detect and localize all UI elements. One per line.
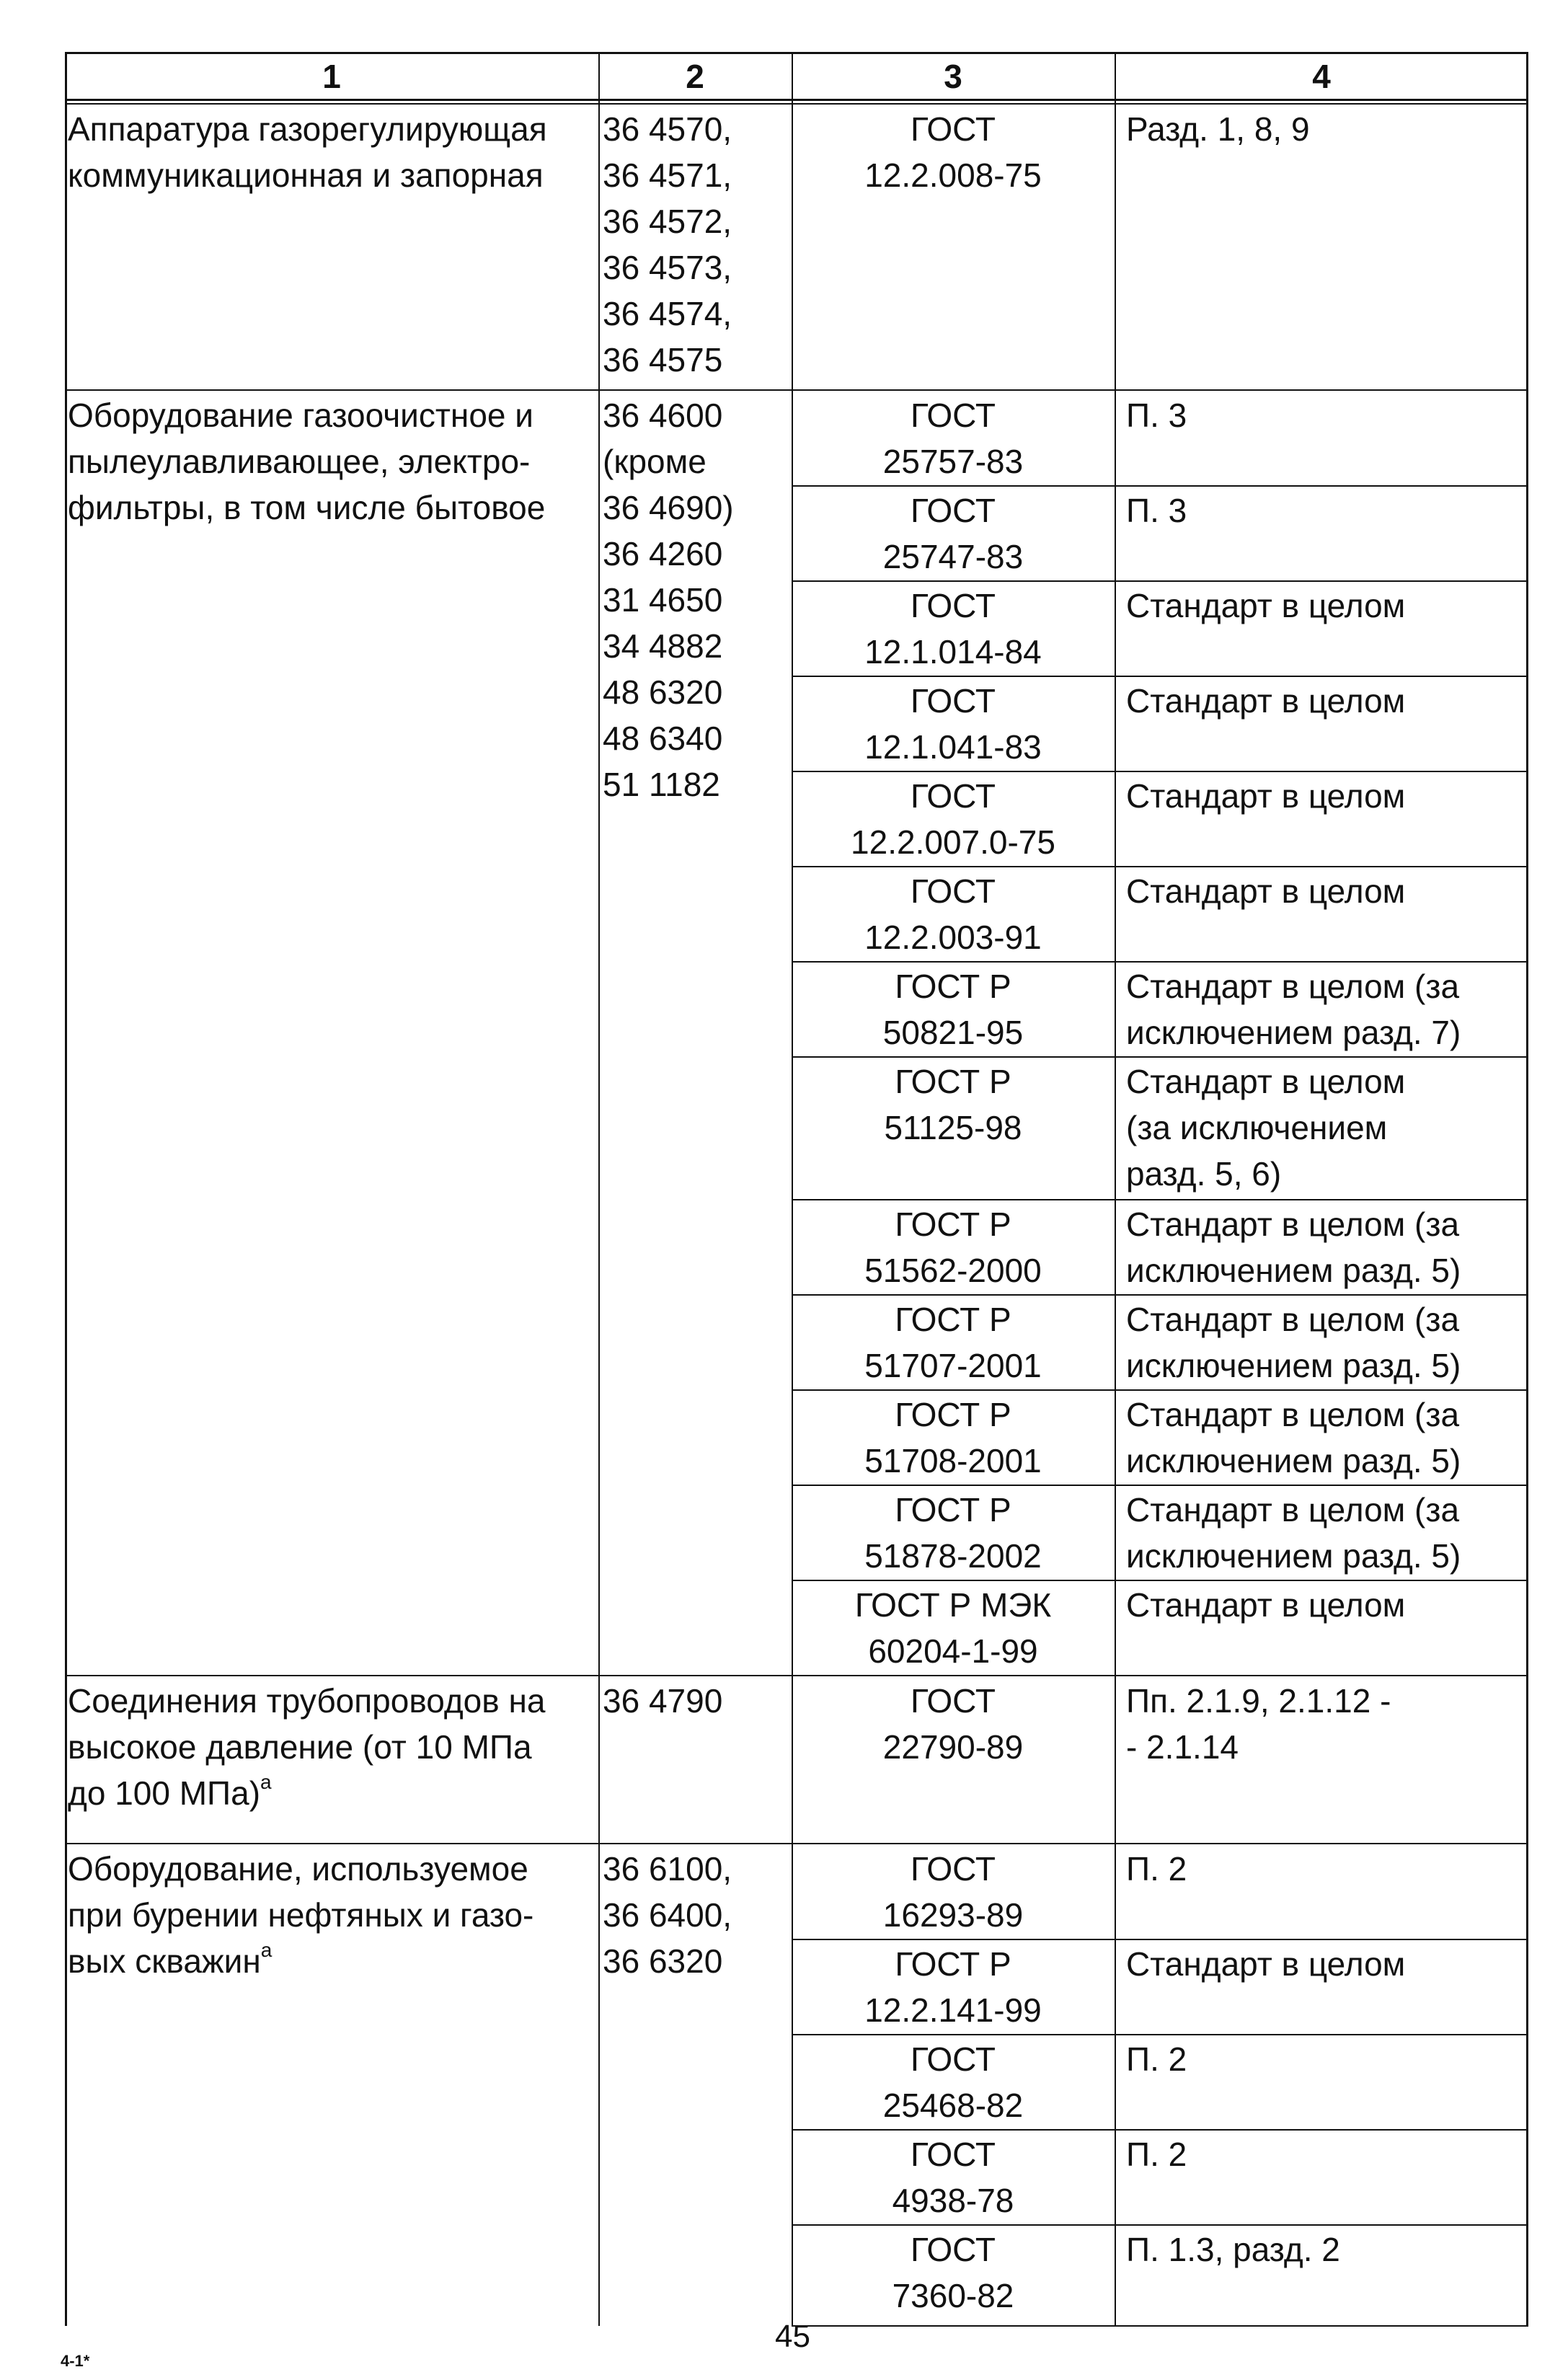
page-number: 45 xyxy=(775,2319,810,2354)
standard-designation-line: ГОСТ xyxy=(911,397,996,434)
standard-designation-line: 25747-83 xyxy=(882,538,1024,575)
requirement-clause xyxy=(1115,1678,1528,1770)
group-name-line: Соединения трубопроводов на xyxy=(68,1682,546,1720)
group-codes xyxy=(598,1846,792,1984)
column-header-4: 4 xyxy=(1312,58,1331,95)
requirement-clause xyxy=(1115,1296,1528,1389)
standard-designation-line: 51707-2001 xyxy=(864,1347,1042,1384)
standard-designation-line: 12.2.007.0-75 xyxy=(851,823,1055,861)
requirement-clause xyxy=(1115,2036,1528,2082)
row-rule xyxy=(792,676,1528,677)
requirement-clause-line: Стандарт в целом (за xyxy=(1126,1301,1460,1338)
header-bottom-rule xyxy=(65,99,1528,101)
row-rule xyxy=(792,1389,1528,1391)
standard-designation xyxy=(792,1582,1115,1674)
group-name-line: пылеулавливающее, электро- xyxy=(68,443,531,480)
standard-designation-line: ГОСТ xyxy=(911,872,996,910)
standard-designation-line: ГОСТ xyxy=(911,110,996,148)
group-codes-line: 36 6320 xyxy=(603,1942,723,1980)
group-codes-line: 36 6400, xyxy=(603,1896,732,1934)
standard-designation-line: ГОСТ xyxy=(911,2231,996,2268)
standard-designation-line: 12.1.041-83 xyxy=(864,728,1042,766)
standard-designation-line: ГОСТ Р МЭК xyxy=(854,1586,1052,1624)
group-name-line: до 100 МПа)$^a$ xyxy=(68,1770,272,1812)
standard-designation xyxy=(792,678,1115,770)
group-name xyxy=(65,392,598,531)
row-rule xyxy=(792,485,1528,487)
requirement-clause xyxy=(1115,1582,1528,1628)
group-name-line: коммуникационная и запорная xyxy=(68,156,544,194)
group-name xyxy=(65,106,598,198)
requirement-clause xyxy=(1115,963,1528,1056)
standard-designation xyxy=(792,392,1115,485)
requirement-clause-line: - 2.1.14 xyxy=(1126,1728,1239,1766)
requirement-clause-line: (за исключением xyxy=(1126,1109,1388,1146)
group-codes-line: 36 4571, xyxy=(603,156,732,194)
standard-designation xyxy=(792,1846,1115,1938)
requirement-clause xyxy=(1115,1941,1528,1987)
requirement-clause xyxy=(1115,1487,1528,1579)
standard-designation xyxy=(792,1296,1115,1389)
requirement-clause xyxy=(1115,106,1528,152)
group-rule xyxy=(65,389,1528,391)
standard-designation xyxy=(792,1941,1115,2033)
column-header-1: 1 xyxy=(322,58,341,95)
standard-designation-line: 22790-89 xyxy=(882,1728,1024,1766)
standard-designation-line: ГОСТ xyxy=(911,1850,996,1888)
footnote-marker: a xyxy=(260,1938,273,1961)
group-codes-line: 31 4650 xyxy=(603,581,723,619)
group-rule xyxy=(65,1843,1528,1844)
requirement-clause xyxy=(1115,1058,1528,1197)
group-codes-line: 36 4572, xyxy=(603,203,732,240)
row-rule xyxy=(792,1580,1528,1581)
standard-designation-line: 51125-98 xyxy=(884,1109,1022,1146)
requirement-clause xyxy=(1115,487,1528,534)
group-codes xyxy=(598,1678,792,1724)
row-rule xyxy=(792,1485,1528,1486)
group-rule xyxy=(65,1675,1528,1676)
standard-designation-line: ГОСТ Р xyxy=(895,1206,1011,1243)
standard-designation-line: ГОСТ Р xyxy=(895,1063,1011,1100)
standard-designation-line: ГОСТ xyxy=(911,1682,996,1720)
requirement-clause xyxy=(1115,2226,1528,2273)
standard-designation-line: ГОСТ Р xyxy=(895,1491,1011,1529)
standard-designation-line: 12.2.003-91 xyxy=(864,919,1042,956)
column-rule xyxy=(1115,52,1116,2326)
group-codes-line: 36 4690) xyxy=(603,489,734,526)
requirement-clause-line: исключением разд. 5) xyxy=(1126,1347,1461,1384)
standard-designation-line: 51562-2000 xyxy=(864,1252,1042,1289)
requirement-clause xyxy=(1115,392,1528,438)
requirement-clause-line: Стандарт в целом xyxy=(1126,1945,1406,1983)
requirement-clause xyxy=(1115,1392,1528,1484)
requirement-clause-line: Разд. 1, 8, 9 xyxy=(1126,110,1310,148)
standard-designation xyxy=(792,1058,1115,1151)
group-codes-line: 36 4574, xyxy=(603,295,732,332)
requirement-clause-line: Стандарт в целом (за xyxy=(1126,1396,1460,1433)
standard-designation-line: 25757-83 xyxy=(882,443,1024,480)
standard-designation xyxy=(792,1487,1115,1579)
standard-designation-line: ГОСТ xyxy=(911,492,996,529)
requirement-clause-line: исключением разд. 5) xyxy=(1126,1252,1461,1289)
requirement-clause-line: Стандарт в целом xyxy=(1126,682,1406,720)
standard-designation xyxy=(792,1392,1115,1484)
row-rule xyxy=(792,771,1528,772)
sheet-mark: 4-1* xyxy=(61,2352,90,2370)
standard-designation xyxy=(792,583,1115,675)
requirement-clause-line: Стандарт в целом (за xyxy=(1126,968,1460,1005)
requirement-clause xyxy=(1115,583,1528,629)
group-codes xyxy=(598,392,792,808)
row-rule xyxy=(792,2325,1528,2327)
standard-designation-line: ГОСТ xyxy=(911,777,996,815)
group-codes-line: 34 4882 xyxy=(603,627,723,665)
group-codes-line: 36 4600 xyxy=(603,397,723,434)
group-codes xyxy=(598,106,792,383)
standard-designation-line: ГОСТ Р xyxy=(895,1945,1011,1983)
standard-designation xyxy=(792,773,1115,865)
standard-designation-line: 60204-1-99 xyxy=(868,1632,1038,1670)
requirement-clause-line: исключением разд. 5) xyxy=(1126,1442,1461,1479)
standard-designation-line: ГОСТ xyxy=(911,2040,996,2078)
standard-designation-line: 51708-2001 xyxy=(864,1442,1042,1479)
standard-designation xyxy=(792,106,1115,198)
column-header-2: 2 xyxy=(686,58,704,95)
requirement-clause-line: П. 2 xyxy=(1126,1850,1187,1888)
group-name-line: Аппаратура газорегулирующая xyxy=(68,110,547,148)
standard-designation-line: 12.1.014-84 xyxy=(864,633,1042,671)
requirement-clause-line: Стандарт в целом xyxy=(1126,587,1406,624)
group-codes-line: 36 4790 xyxy=(603,1682,723,1720)
standard-designation-line: ГОСТ xyxy=(911,682,996,720)
group-codes-line: 48 6340 xyxy=(603,720,723,757)
standard-designation xyxy=(792,1678,1115,1770)
standard-designation-line: ГОСТ Р xyxy=(895,1396,1011,1433)
requirement-clause xyxy=(1115,1201,1528,1293)
requirement-clause-line: П. 2 xyxy=(1126,2136,1187,2173)
row-rule xyxy=(792,1939,1528,1940)
group-name xyxy=(65,1678,598,1816)
standard-designation xyxy=(792,2226,1115,2319)
standard-designation-line: 51878-2002 xyxy=(864,1537,1042,1575)
standard-designation xyxy=(792,487,1115,580)
header-double-rule xyxy=(65,103,1528,105)
requirement-clause-line: Стандарт в целом xyxy=(1126,1586,1406,1624)
group-codes-line: 36 4575 xyxy=(603,341,723,379)
group-codes-line: 48 6320 xyxy=(603,673,723,711)
group-name-line: вых скважин$^a$ xyxy=(68,1938,273,1980)
row-rule xyxy=(792,580,1528,582)
requirement-clause-line: исключением разд. 5) xyxy=(1126,1537,1461,1575)
group-codes-line: 36 4573, xyxy=(603,249,732,286)
group-name-line: Оборудование газоочистное и xyxy=(68,397,533,434)
requirement-clause xyxy=(1115,773,1528,819)
group-codes-line: 51 1182 xyxy=(603,766,720,803)
requirement-clause-line: Стандарт в целом xyxy=(1126,872,1406,910)
standard-designation-line: ГОСТ xyxy=(911,587,996,624)
requirement-clause-line: П. 2 xyxy=(1126,2040,1187,2078)
table-top-rule xyxy=(65,52,1528,54)
requirement-clause xyxy=(1115,678,1528,724)
requirement-clause-line: Стандарт в целом xyxy=(1126,1063,1406,1100)
group-codes-line: 36 4570, xyxy=(603,110,732,148)
standard-designation-line: ГОСТ xyxy=(911,2136,996,2173)
group-name-line: при бурении нефтяных и газо- xyxy=(68,1896,534,1934)
footnote-marker: a xyxy=(260,1770,272,1793)
standard-designation xyxy=(792,963,1115,1056)
row-rule xyxy=(792,1294,1528,1296)
requirement-clause xyxy=(1115,2131,1528,2177)
table-left-rule xyxy=(65,52,67,2326)
standard-designation-line: ГОСТ Р xyxy=(895,1301,1011,1338)
standard-designation-line: 50821-95 xyxy=(882,1014,1024,1051)
group-name-line: фильтры, в том числе бытовое xyxy=(68,489,546,526)
requirement-clause-line: П. 3 xyxy=(1126,397,1187,434)
requirement-clause-line: П. 1.3, разд. 2 xyxy=(1126,2231,1340,2268)
group-name-line: высокое давление (от 10 МПа xyxy=(68,1728,532,1766)
row-rule xyxy=(792,1056,1528,1058)
standard-designation-line: 4938-78 xyxy=(892,2182,1014,2219)
requirement-clause-line: Стандарт в целом (за xyxy=(1126,1206,1460,1243)
column-header-3: 3 xyxy=(944,58,962,95)
standard-designation-line: ГОСТ Р xyxy=(895,968,1011,1005)
standard-designation xyxy=(792,1201,1115,1293)
group-name xyxy=(65,1846,598,1984)
requirement-clause-line: исключением разд. 7) xyxy=(1126,1014,1461,1051)
standard-designation-line: 16293-89 xyxy=(882,1896,1024,1934)
column-rule xyxy=(598,52,600,2326)
row-rule xyxy=(792,866,1528,867)
row-rule xyxy=(792,2224,1528,2226)
row-rule xyxy=(792,2034,1528,2035)
requirement-clause-line: П. 3 xyxy=(1126,492,1187,529)
requirement-clause xyxy=(1115,868,1528,914)
table-right-rule xyxy=(1526,52,1528,2326)
column-rule xyxy=(792,52,793,2326)
group-codes-line: (кроме xyxy=(603,443,707,480)
group-codes-line: 36 4260 xyxy=(603,535,723,572)
standard-designation-line: 12.2.008-75 xyxy=(864,156,1042,194)
standard-designation xyxy=(792,2036,1115,2128)
group-codes-line: 36 6100, xyxy=(603,1850,732,1888)
row-rule xyxy=(792,2129,1528,2131)
row-rule xyxy=(792,961,1528,963)
row-rule xyxy=(792,1199,1528,1200)
standard-designation-line: 7360-82 xyxy=(892,2277,1014,2314)
standard-designation xyxy=(792,868,1115,960)
standard-designation-line: 25468-82 xyxy=(882,2087,1024,2124)
requirement-clause-line: Стандарт в целом (за xyxy=(1126,1491,1460,1529)
standard-designation xyxy=(792,2131,1115,2224)
requirement-clause-line: разд. 5, 6) xyxy=(1126,1155,1282,1193)
requirement-clause-line: Стандарт в целом xyxy=(1126,777,1406,815)
standard-designation-line: 12.2.141-99 xyxy=(864,1991,1042,2029)
requirement-clause-line: Пп. 2.1.9, 2.1.12 - xyxy=(1126,1682,1391,1720)
group-name-line: Оборудование, используемое xyxy=(68,1850,528,1888)
requirement-clause xyxy=(1115,1846,1528,1892)
